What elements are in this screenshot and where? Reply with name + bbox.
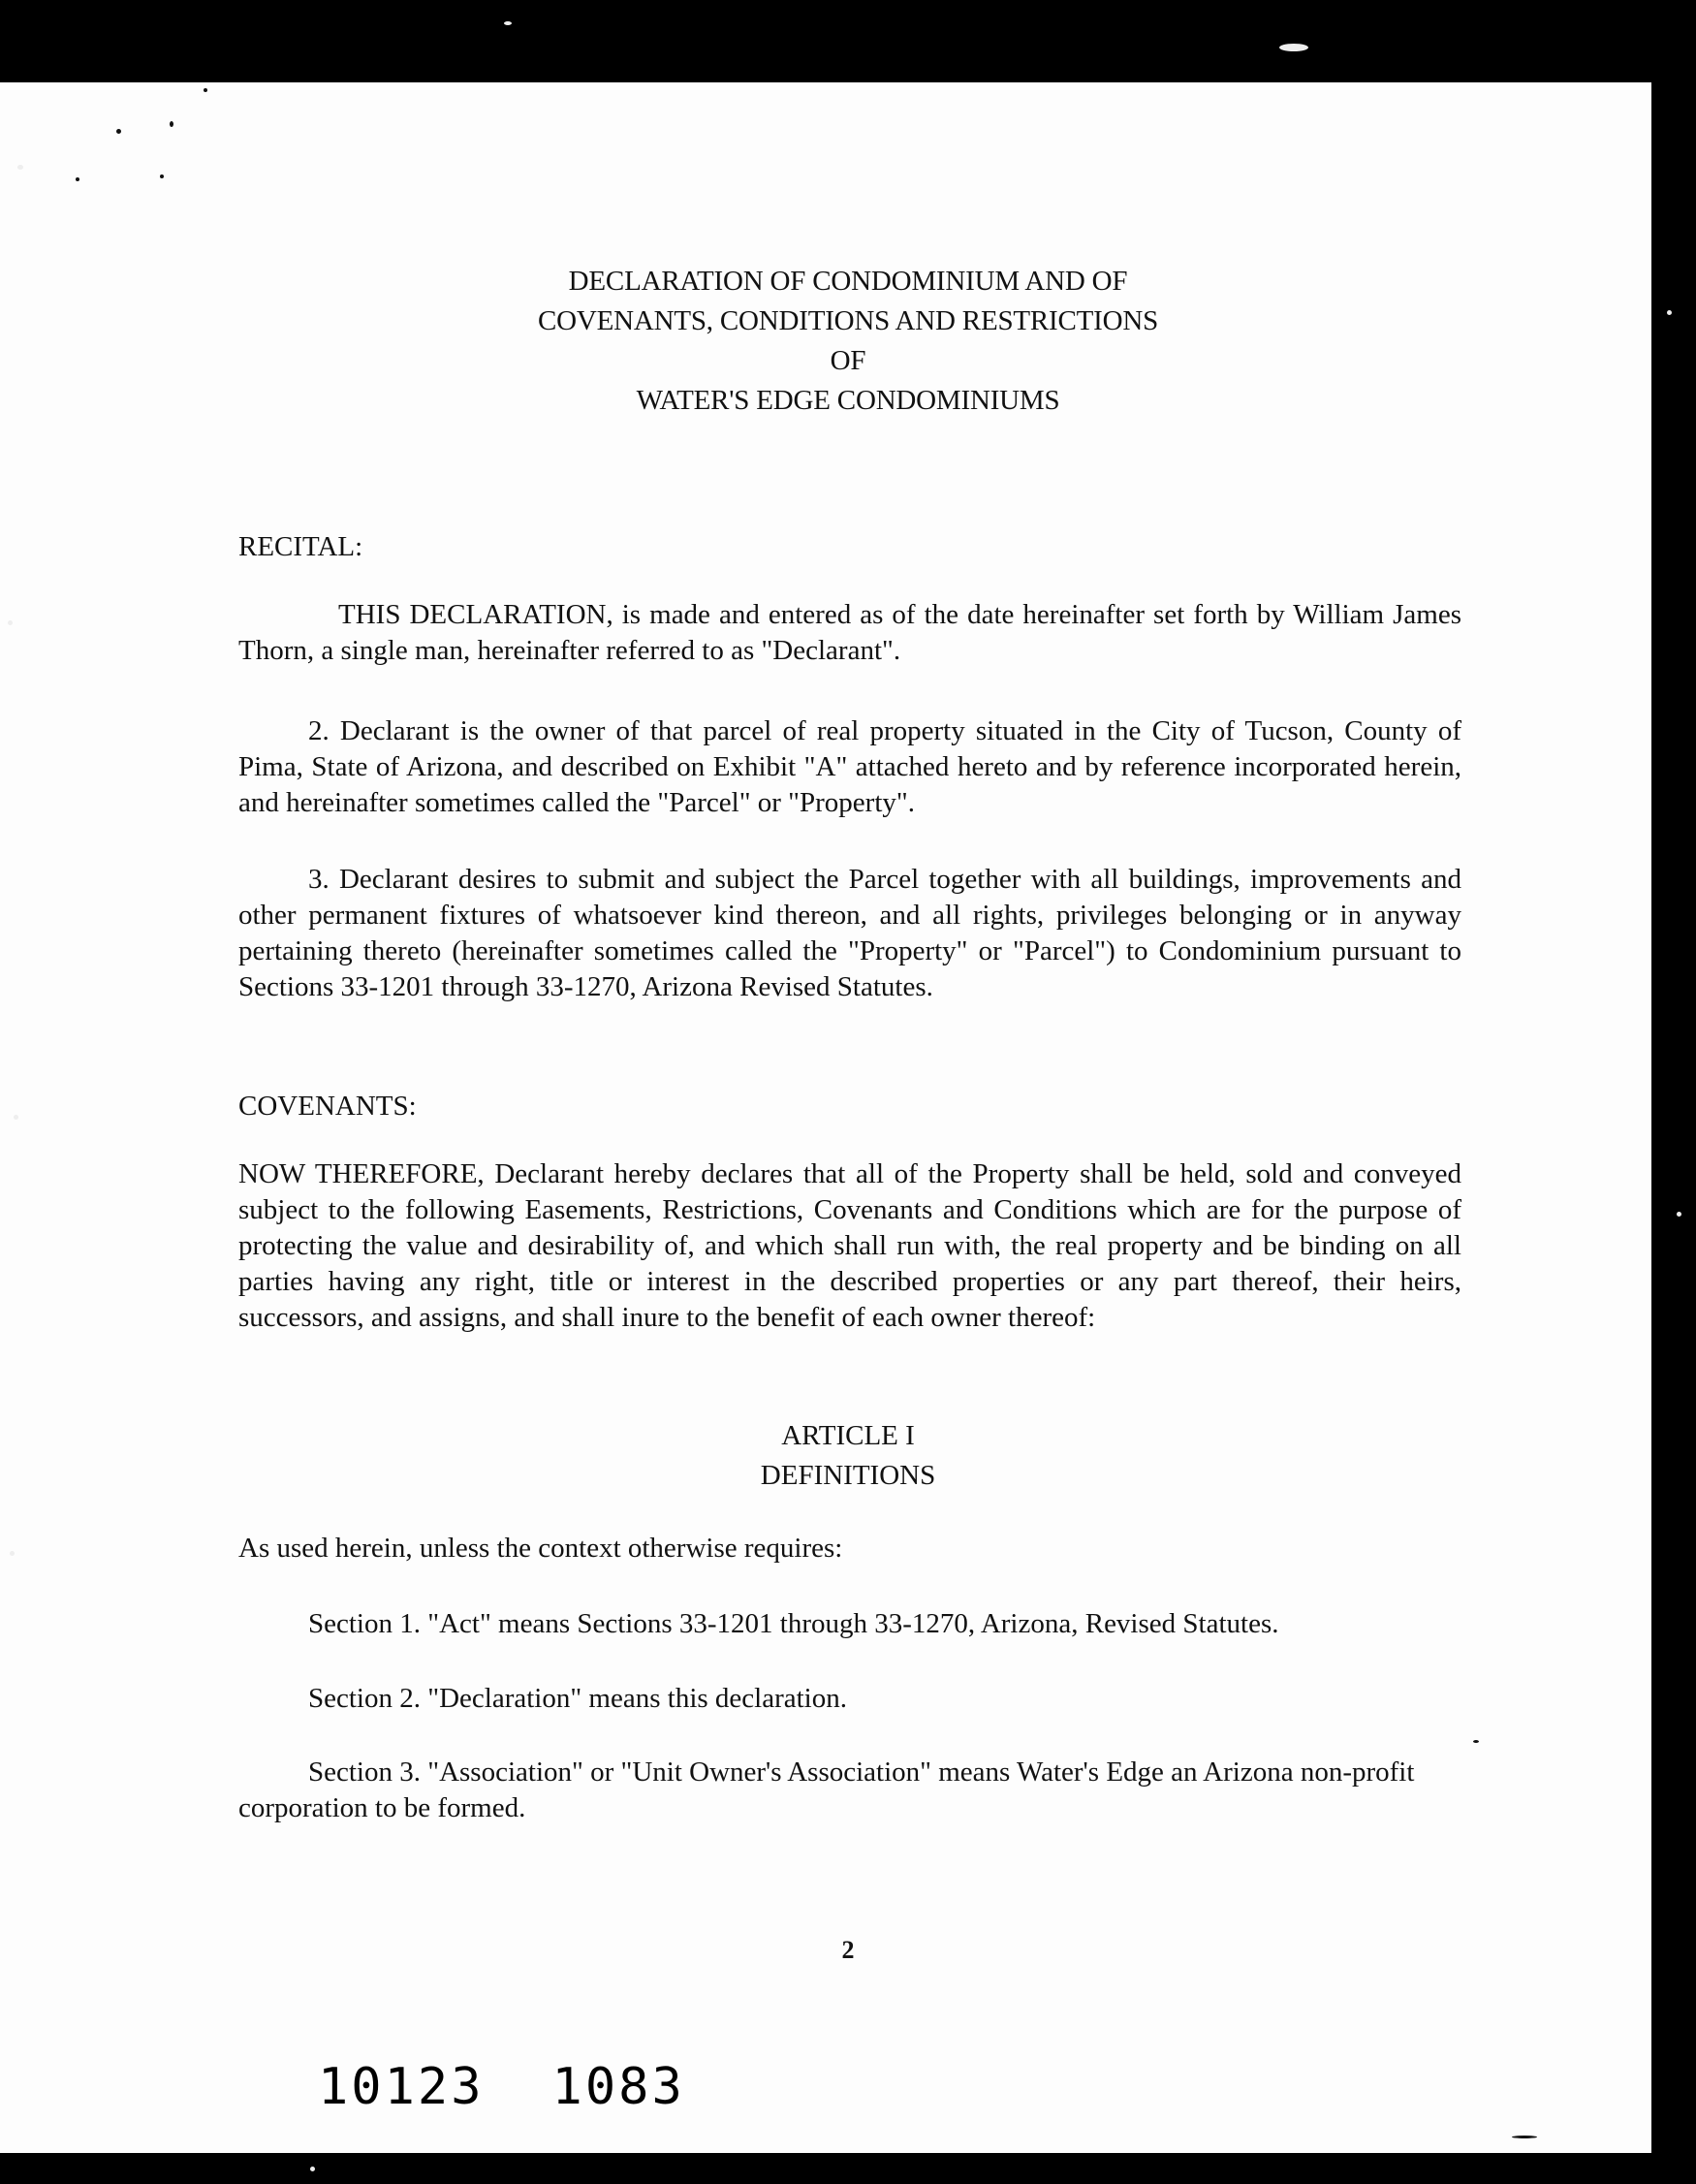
border-speck <box>1677 1212 1681 1217</box>
border-speck <box>1279 44 1308 51</box>
border-speck <box>17 165 23 170</box>
border-speck <box>14 1115 18 1120</box>
scan-speck <box>1473 1740 1479 1743</box>
definition-section-1: Section 1. "Act" means Sections 33-1201 through 33-1270, Arizona, Revised Statutes. <box>308 1608 1279 1639</box>
border-speck <box>504 21 512 25</box>
document-page <box>0 82 1651 2153</box>
article-name: DEFINITIONS <box>760 1460 936 1491</box>
scan-speck <box>170 121 173 127</box>
stamp-page-number: 1083 <box>551 2058 685 2116</box>
scan-speck <box>1512 2136 1537 2138</box>
stamp-book-number: 10123 <box>318 2058 485 2116</box>
recital-paragraph-1: THIS DECLARATION, is made and entered as of the date hereinafter set forth by William James Thorn, a single man, hereinafter referred to as "Declarant". <box>238 599 1461 666</box>
scan-speck <box>76 177 79 181</box>
recital-paragraph-2: 2. Declarant is the owner of that parcel of real property situated in the City of Tucson, County of Pima, State of Arizona, and described on Exhibit "A" attached hereto and by reference incorporated herein, and hereinafter sometimes called the "Parcel" or "Property". <box>238 715 1461 818</box>
recital-heading: RECITAL: <box>238 531 363 562</box>
covenants-heading: COVENANTS: <box>238 1091 417 1122</box>
border-speck <box>8 620 13 625</box>
article-intro: As used herein, unless the context otherwise requires: <box>238 1533 843 1564</box>
definition-section-3: Section 3. "Association" or "Unit Owner's Association" means Water's Edge an Arizona non-profit corporation to be formed. <box>238 1757 1415 1823</box>
border-speck <box>310 2167 315 2171</box>
definition-section-2: Section 2. "Declaration" means this declaration. <box>308 1683 847 1714</box>
title-line-2: COVENANTS, CONDITIONS AND RESTRICTIONS <box>537 305 1159 336</box>
scan-speck <box>160 174 164 178</box>
document-title <box>0 262 1651 421</box>
article-heading <box>0 1416 1651 1496</box>
recording-stamp <box>318 2058 685 2116</box>
page-number: 2 <box>841 1936 855 1964</box>
covenants-paragraph: NOW THEREFORE, Declarant hereby declares that all of the Property shall be held, sold and conveyed subject to the following Easements, Restrictions, Covenants and Conditions which are for the purpose of protecting the value and desirability of, and which shall run with, the real property and be binding on all parties having any right, title or interest in the described properties or any part thereof, their heirs, successors, and assigns, and shall inure to the benefit of each owner thereof: <box>238 1158 1461 1333</box>
article-number: ARTICLE I <box>781 1420 915 1451</box>
recital-paragraph-3: 3. Declarant desires to submit and subject the Parcel together with all buildings, improvements and other permanent fixtures of whatsoever kind thereon, and all rights, privileges belonging or in anyway pertaining thereto (hereinafter sometimes called the "Property" or "Parcel") to Condominium pursuant to Sections 33-1201 through 33-1270, Arizona Revised Statutes. <box>238 864 1461 1002</box>
title-line-1: DECLARATION OF CONDOMINIUM AND OF <box>568 266 1128 297</box>
border-speck <box>10 1551 15 1556</box>
border-speck <box>1667 310 1672 315</box>
title-line-3: OF <box>830 345 866 376</box>
title-line-4: WATER'S EDGE CONDOMINIUMS <box>636 385 1060 416</box>
scan-speck <box>116 129 121 134</box>
scan-speck <box>204 88 207 92</box>
